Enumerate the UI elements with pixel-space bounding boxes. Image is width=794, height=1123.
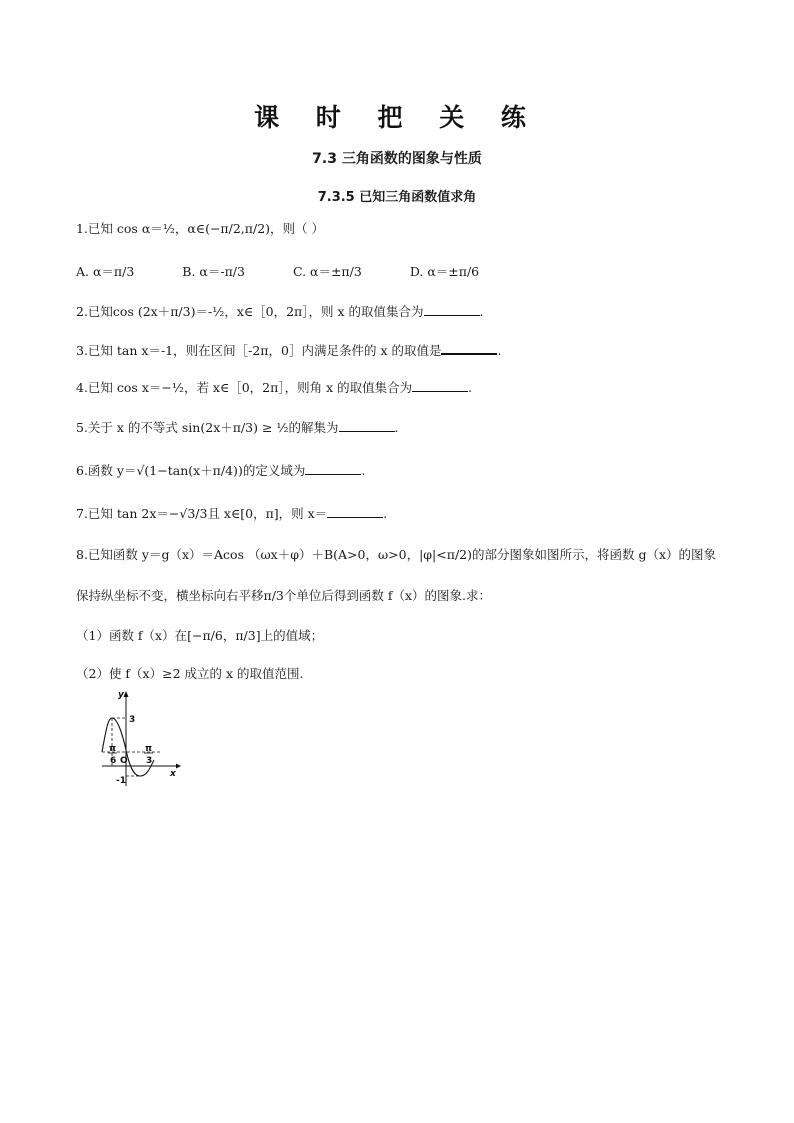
page-title: 课 时 把 关 练 xyxy=(254,103,540,132)
question-4 xyxy=(76,378,472,398)
question-6 xyxy=(76,461,365,481)
question-6-text: 6.函数 y＝√(1−tan(x＋π/4))的定义域为 xyxy=(76,463,306,478)
y-axis-label: y xyxy=(118,690,124,700)
x-right-label-numerator: π xyxy=(145,744,153,754)
subsection-heading: 7.3.5 已知三角函数值求角 xyxy=(317,190,477,205)
x-right-label-denominator: 3 xyxy=(146,756,153,766)
answer-blank xyxy=(305,462,361,475)
question-8-line-2: 保持纵坐标不变，横坐标向右平移π/3个单位后得到函数 f（x）的图象.求： xyxy=(76,588,492,603)
origin-label: O xyxy=(120,756,128,766)
option-c: C. α＝±π/3 xyxy=(292,264,362,279)
x-axis-arrow xyxy=(176,764,181,769)
section-heading: 7.3 三角函数的图象与性质 xyxy=(312,151,482,167)
question-8-part-2: （2）使 f（x）≥2 成立的 x 的取值范围. xyxy=(76,666,304,681)
question-1-stem: 1.已知 cos α＝½，α∈(−π/2,π/2)，则（ ） xyxy=(76,221,324,236)
y-axis-arrow xyxy=(124,691,129,697)
question-4-text: 4.已知 cos x＝−½，若 x∈［0，2π］，则角 x 的取值集合为 xyxy=(76,380,413,395)
answer-blank xyxy=(412,379,468,392)
question-8-line-1: 8.已知函数 y＝g（x）＝Acos （ωx＋φ）＋B(A>0，ω>0，|φ|<π/2)的部分图象如图所示，将函数 g（x）的图象 xyxy=(76,547,717,562)
function-graph xyxy=(100,688,185,788)
x-left-label-numerator: π xyxy=(109,744,117,754)
y-max-label: 3 xyxy=(129,715,136,725)
option-d: D. α＝±π/6 xyxy=(409,264,480,279)
question-5 xyxy=(76,418,399,438)
question-7-end: . xyxy=(383,506,388,521)
answer-blank xyxy=(424,303,480,316)
question-6-end: . xyxy=(361,463,366,478)
y-min-label: -1 xyxy=(116,776,126,786)
answer-blank xyxy=(339,419,395,432)
question-7 xyxy=(76,504,387,524)
question-7-text: 7.已知 tan 2x＝−√3/3且 x∈[0，π]，则 x＝ xyxy=(76,506,328,521)
answer-blank xyxy=(327,505,383,518)
option-b: B. α＝-π/3 xyxy=(182,264,245,279)
x-left-label-denominator: 6 xyxy=(110,756,117,766)
question-3-end: . xyxy=(497,343,502,358)
question-3 xyxy=(76,341,501,361)
question-2-end: . xyxy=(479,304,484,319)
question-2 xyxy=(76,302,483,322)
answer-blank xyxy=(441,341,497,355)
question-5-text: 5.关于 x 的不等式 sin(2x＋π/3) ≥ ½的解集为 xyxy=(76,420,339,435)
question-1-options xyxy=(76,262,523,282)
question-3-text: 3.已知 tan x＝-1，则在区间［-2π，0］内满足条件的 x 的取值是 xyxy=(76,343,442,358)
option-a: A. α＝π/3 xyxy=(76,264,135,279)
x-axis-label: x xyxy=(170,769,176,779)
question-5-end: . xyxy=(394,420,399,435)
question-2-text: 2.已知cos (2x＋π/3)＝-½，x∈［0，2π］，则 x 的取值集合为 xyxy=(76,304,424,319)
question-8-part-1: （1）函数 f（x）在[−π/6，π/3]上的值域； xyxy=(76,628,324,643)
question-4-end: . xyxy=(468,380,473,395)
